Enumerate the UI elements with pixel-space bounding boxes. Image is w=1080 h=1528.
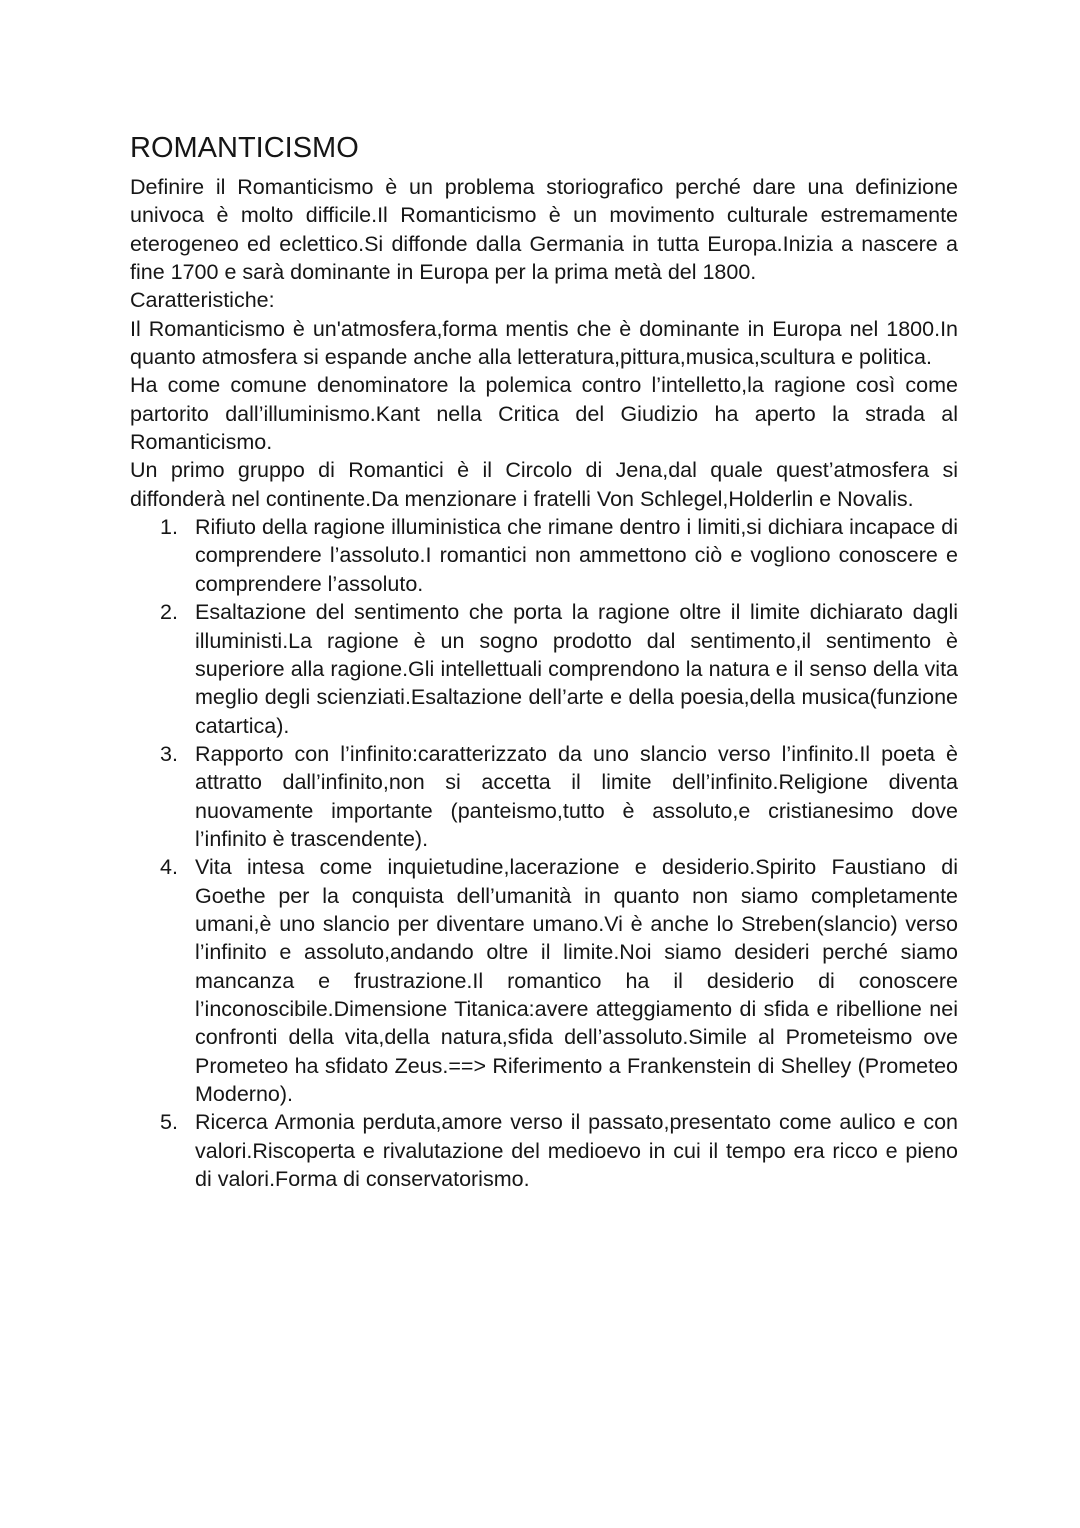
paragraph-caratteristiche-heading: Caratteristiche: — [130, 288, 275, 313]
numbered-list — [130, 513, 958, 1193]
document-content — [130, 130, 958, 1193]
list-item-2 — [130, 598, 958, 740]
list-item-5-text: Ricerca Armonia perduta,amore verso il passato,presentato come aulico e con valori.Riscoperta e rivalutazione del medioevo in cui il tempo era ricco e pieno di valori.Forma di conservatorismo. — [195, 1110, 958, 1192]
list-item-3 — [130, 740, 958, 853]
paragraph-intro: Definire il Romanticismo è un problema storiografico perché dare una definizione univoca è molto difficile.Il Romanticismo è un movimento culturale estremamente eterogeneo ed eclettico.Si diffonde dalla Germania in tutta Europa.Inizia a nascere a fine 1700 e sarà dominante in Europa per la prima metà del 1800. — [130, 175, 958, 285]
list-item-5 — [130, 1108, 958, 1193]
list-item-5-number: 5. — [160, 1110, 178, 1135]
list-item-4 — [130, 853, 958, 1108]
page-title: ROMANTICISMO — [130, 132, 359, 164]
list-item-2-number: 2. — [160, 600, 178, 625]
list-item-4-number: 4. — [160, 855, 178, 880]
list-item-1 — [130, 513, 958, 598]
list-item-3-text: Rapporto con l’infinito:caratterizzato da uno slancio verso l’infinito.Il poeta è attratto dall’infinito,non si accetta il limite dell’infinito.Religione diventa nuovamente importante (panteismo,tutto è assoluto,e cristianesimo dove l’infinito è trascendente). — [195, 741, 958, 851]
list-item-1-text: Rifiuto della ragione illuministica che rimane dentro i limiti,si dichiara incapace di comprendere l’assoluto.I romantici non ammettono ciò e vogliono conoscere e comprendere l’assoluto. — [195, 515, 958, 596]
list-item-2-text: Esaltazione del sentimento che porta la ragione oltre il limite dichiarato dagli illuministi.La ragione è un sogno prodotto dal sentimento,il sentimento è superiore alla ragione.Gli intellettuali comprendono la natura e il senso della vita meglio degli scienziati.Esaltazione dell’arte e della poesia,della musica(funzione catartica). — [195, 600, 958, 738]
paragraph-circolo-di-jena: Un primo gruppo di Romantici è il Circolo di Jena,dal quale quest’atmosfera si diffonderà nel continente.Da menzionare i fratelli Von Schlegel,Holderlin e Novalis. — [130, 458, 958, 511]
list-item-4-text: Vita intesa come inquietudine,lacerazione e desiderio.Spirito Faustiano di Goethe per la conquista dell’umanità in quanto non siamo completamente umani,è uno slancio per diventare umano.Vi è anche lo Streben(slancio) verso l’infinito e assoluto,andando oltre il limite.Noi siamo desideri perché siamo mancanza e frustrazione.Il romantico ha il desiderio di conoscere l’inconoscibile.Dimensione Titanica:avere atteggiamento di sfida e ribellione nei confronti della vita,della natura,sfida dell’assoluto.Simile al Prometeismo ove Prometeo ha sfidato Zeus.==> Riferimento a Frankenstein di Shelley (Prometeo Moderno). — [195, 855, 958, 1106]
list-item-3-number: 3. — [160, 741, 178, 766]
paragraph-denominatore: Ha come comune denominatore la polemica contro l’intelletto,la ragione così come partorito dall’illuminismo.Kant nella Critica del Giudizio ha aperto la strada al Romanticismo. — [130, 373, 958, 455]
list-item-1-number: 1. — [160, 515, 178, 540]
paragraph-atmosfera: Il Romanticismo è un'atmosfera,forma mentis che è dominante in Europa nel 1800.In quanto atmosfera si espande anche alla letteratura,pittura,musica,scultura e politica. — [130, 316, 958, 370]
